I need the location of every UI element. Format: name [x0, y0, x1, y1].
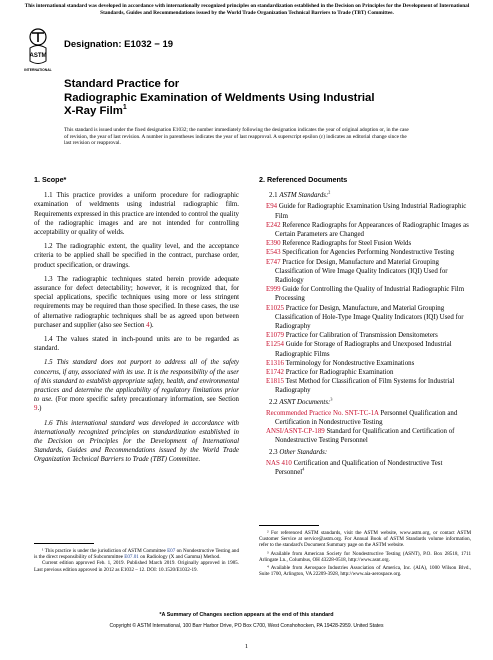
- reference-code-link[interactable]: Recommended Practice No. SNT-TC-1A: [266, 409, 379, 417]
- astm-standards-subheading: 2.1 ASTM Standards:$^2$: [269, 189, 331, 200]
- reference-title: Guide for Controlling the Quality of Industrial Radiographic Film Processing: [275, 286, 465, 303]
- reference-code-link[interactable]: E1079: [266, 332, 284, 340]
- reference-item: [266, 359, 471, 368]
- reference-item: [266, 459, 471, 477]
- asnt-documents-subheading: 2.2 ASNT Documents:$^3$: [269, 396, 333, 406]
- paragraph-1-1: 1.1 This practice provides a uniform procedure for radiographic examination of weldments using industrial radiographic film. Requirements expressed in this practice are intended to control the quality of the radiographic images and are not intended for controlling acceptability or quality of welds.: [34, 192, 239, 237]
- left-column: [34, 175, 239, 470]
- paragraph-1-5: 1.5 This standard does not purport to address all of the safety concerns, if any, associated with its use. It is the responsibility of the user of this standard to establish appropriate safety, health, and environmental practices and determine the applicability of regulatory limitations prior to use. (For more specific safety precautionary information, see Section 9.): [34, 359, 239, 413]
- reference-title: Reference Radiographs for Steel Fusion Welds: [280, 240, 412, 248]
- reference-title: Guide for Radiographic Examination Using Industrial Radiographic Film: [275, 203, 467, 220]
- page-number: 1: [244, 643, 249, 650]
- reference-title: Standard for Qualification and Certification of Nondestructive Testing Personnel: [275, 428, 455, 445]
- title-line-1: Standard Practice for: [64, 78, 180, 90]
- asnt-documents-list: [259, 409, 471, 446]
- reference-code-link[interactable]: E390: [266, 240, 281, 248]
- tbt-principles-note: This international standard was developed in accordance with internationally recognized principles on standardization established in the Decision on Principles for the Development of International Standards, Guides and Recommendations issued by the World Trade Organization Technical Barriers to Trade (TBT) Committee.: [24, 3, 470, 16]
- reference-title: Terminology for Nondestructive Examinations: [284, 359, 415, 367]
- reference-code-link[interactable]: E94: [266, 203, 278, 211]
- reference-item: [266, 368, 471, 377]
- referenced-documents-heading: 2. Referenced Documents: [259, 175, 348, 184]
- summary-of-changes-note: *A Summary of Changes section appears at the end of this standard: [159, 612, 334, 618]
- scope-heading: 1. Scope*: [34, 175, 67, 184]
- paragraph-1-2: 1.2 The radiographic extent, the quality level, and the acceptance criteria to be applied shall be specified in the contract, purchase order, product specification, or drawings.: [34, 243, 239, 269]
- reference-code-link[interactable]: E747: [266, 258, 281, 266]
- astm-standards-list: [259, 202, 471, 395]
- reference-item: [266, 239, 471, 248]
- document-title: [64, 78, 444, 119]
- reference-code-link[interactable]: E1025: [266, 304, 284, 312]
- title-line-2: Radiographic Examination of Weldments Using Industrial: [64, 91, 375, 104]
- reference-code-link[interactable]: E1254: [266, 341, 284, 349]
- reference-item: [266, 221, 471, 239]
- footnote-1: ¹ This practice is under the jurisdiction of ASTM Committee E07 on Nondestructive Testing and is the direct responsibility of Subcommittee E07.01 on Radiology (X and Gamma) Method.: [34, 548, 239, 561]
- reference-title: Reference Radiographs for Appearances of Radiographic Images as Certain Parameters are Changed: [275, 221, 469, 239]
- footnote-ref[interactable]: 4: [302, 466, 305, 472]
- designation: Designation: E1032 − 19: [64, 39, 174, 50]
- footnotes-right: [259, 525, 471, 577]
- reference-title: Guide for Storage of Radiographs and Unexposed Industrial Radiographic Films: [275, 341, 452, 358]
- footnote-1-edition: Current edition approved Feb. 1, 2019. Published March 2019. Originally approved in 1985. Last previous edition approved in 2012 as E1032 – 12. DOI: 10.1520/E1032-19.: [34, 560, 239, 573]
- reference-code-link[interactable]: E242: [266, 221, 281, 229]
- reference-item: [266, 285, 471, 303]
- reference-item: [266, 377, 471, 395]
- reference-code-link[interactable]: E1316: [266, 359, 284, 367]
- footnotes-left: [34, 543, 239, 573]
- logo-text: ASTM: [29, 53, 47, 59]
- paragraph-1-3: 1.3 The radiographic techniques stated herein provide adequate assurance for defect detectability; however, it is recognized that, for special applications, specific techniques using more or less stringent requirements may be required than those specified. In these cases, the use of alternative radiographic techniques shall be as agreed upon between purchaser and supplier (also see Section 4).: [34, 275, 239, 329]
- reference-code-link[interactable]: E1815: [266, 378, 284, 386]
- reference-item: [266, 331, 471, 340]
- other-standards-list: [259, 459, 471, 477]
- reference-item: [266, 258, 471, 286]
- reference-title: Specification for Agencies Performing Nondestructive Testing: [280, 249, 455, 257]
- copyright-line: Copyright © ASTM International, 100 Barr Harbor Drive, PO Box C700, West Conshohocken, PA 19428-2959. United States: [109, 623, 384, 629]
- reference-title: Practice for Design, Manufacture, and Material Grouping Classification of Hole-Type Image Quality Indicators (IQI) Used for Radiography: [275, 304, 464, 331]
- paragraph-1-4: 1.4 The values stated in inch-pound units are to be regarded as standard.: [34, 336, 239, 353]
- right-column: [259, 175, 471, 477]
- astm-logo: [24, 28, 52, 74]
- subcommittee-e07-01-link[interactable]: E07.01: [124, 554, 139, 561]
- reference-title: Practice for Radiographic Examination: [284, 369, 394, 377]
- committee-e07-link[interactable]: E07: [167, 548, 176, 554]
- reference-code-link[interactable]: E543: [266, 249, 281, 257]
- reference-title: Practice for Design, Manufacture and Material Grouping Classification of Wire Image Quality Indicators (IQI) Used for Radiology: [275, 258, 448, 285]
- footnote-2: ² For referenced ASTM standards, visit the ASTM website, www.astm.org, or contact ASTM Customer Service at service@astm.org. For Annual Book of ASTM Standards volume information, refer to the standard's Document Summary page on the ASTM website.: [259, 530, 471, 549]
- reference-code-link[interactable]: E999: [266, 286, 281, 294]
- logo-subtext: INTERNATIONAL: [24, 68, 52, 72]
- reference-item: [266, 248, 471, 257]
- title-footnote-ref[interactable]: 1: [122, 104, 127, 112]
- footnote-3: ³ Available from American Society for Nondestructive Testing (ASNT), P.O. Box 28518, 1711 Arlingate Ln., Columbus, OH 43228-0518, http://www.asnt.org.: [259, 550, 471, 563]
- issuance-note: This standard is issued under the fixed designation E1032; the number immediately following the designation indicates the year of original adoption or, in the case of revision, the year of last revision. A number in parentheses indicates the year of last reapproval. A superscript epsilon (ε) indicates an editorial change since the last revision or reapproval.: [64, 127, 409, 147]
- reference-item: [266, 427, 471, 445]
- title-line-3: X-Ray Film$^1$: [64, 104, 127, 118]
- reference-code-link[interactable]: ANSI/ASNT-CP-189: [266, 428, 325, 436]
- section-9-link[interactable]: 9: [34, 405, 38, 413]
- reference-item: [266, 304, 471, 332]
- reference-code-link[interactable]: NAS 410: [266, 459, 292, 467]
- reference-item: [266, 202, 471, 220]
- reference-item: [266, 409, 471, 427]
- reference-title: Certification and Qualification of Nondestructive Test Personnel: [275, 459, 443, 477]
- other-standards-subheading: 2.3 Other Standards:: [269, 448, 328, 456]
- reference-code-link[interactable]: E1742: [266, 369, 284, 377]
- paragraph-1-6: 1.6 This international standard was developed in accordance with internationally recognized principles on standardization established in the Decision on Principles for the Development of International Standards, Guides and Recommendations issued by the World Trade Organization Technical Barriers to Trade (TBT) Committee.: [34, 419, 239, 464]
- reference-title: Practice for Calibration of Transmission Densitometers: [284, 332, 438, 340]
- reference-item: [266, 340, 471, 358]
- reference-title: Personnel Qualification and Certification in Nondestructive Testing: [275, 409, 458, 427]
- footnote-4: ⁴ Available from Aerospace Industries Association of America, Inc. (AIA), 1000 Wilson Blvd., Suite 1700, Arlington, VA 22209-3928, http://www.aia-aerospace.org.: [259, 565, 471, 578]
- section-4-link[interactable]: 4: [146, 321, 150, 329]
- reference-title: Test Method for Classification of Film Systems for Industrial Radiography: [275, 378, 455, 395]
